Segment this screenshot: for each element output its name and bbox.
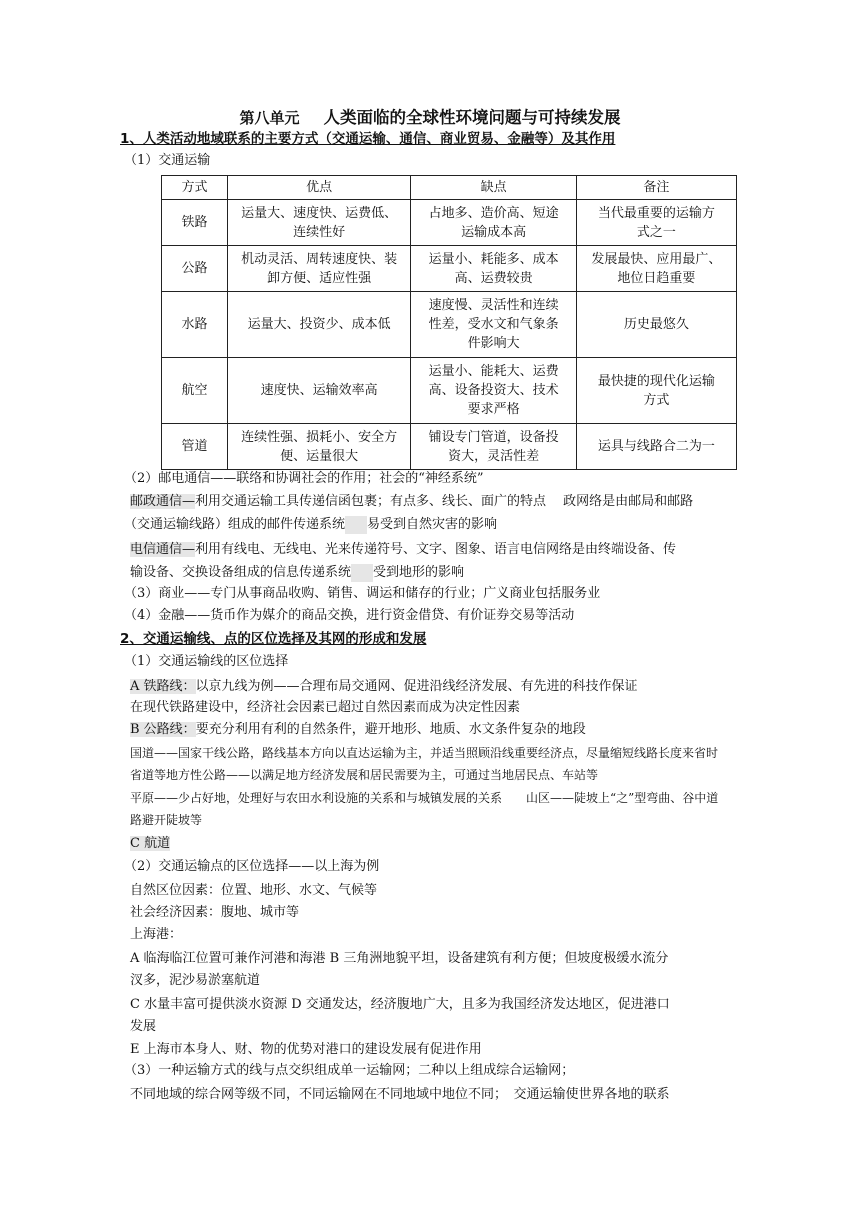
cell-line: 历史最悠久 (623, 317, 689, 332)
cons-cell (411, 292, 576, 358)
road-national: 国道——国家干线公路，路线基本方向以直达运输为主，并适当照顾沿线重要经济点，尽量缩短线路长度来省时 (130, 746, 719, 760)
pros-cell (227, 200, 411, 246)
road-label: B 公路线： (130, 722, 196, 737)
cell-line: 方式 (643, 392, 670, 408)
table-row (162, 246, 737, 292)
mode-cell: 公路 (162, 246, 228, 292)
section2-sub2: （2）交通运输点的区位选择——以上海为例 (124, 859, 380, 874)
cell-line: 要求严格 (467, 402, 520, 417)
note-cell (576, 200, 736, 246)
port-point-1b: 汊多，泥沙易淤塞航道 (130, 973, 261, 988)
header-cell: 备注 (576, 176, 736, 200)
port-heading: 上海港： (130, 927, 183, 942)
cell-line: 性差，受水文和气象条 (428, 317, 559, 332)
cell-line: 连续性好 (293, 224, 346, 240)
postal-text-2a: （交通运输线路）组成的邮件传递系统 (124, 517, 346, 532)
telecom-text-2b: 受到地形的影响 (373, 565, 465, 580)
header-cell: 优点 (227, 176, 411, 200)
header-cell: 方式 (162, 176, 228, 200)
note-cell (576, 358, 736, 424)
telecom-line-2 (130, 564, 740, 582)
cell-line: 运量小、耗能多、成本 (428, 251, 559, 267)
cell-line: 式之一 (636, 224, 676, 240)
port-point-1: A 临海临江位置可兼作河港和海港 B 三角洲地貌平坦，设备建筑有利方便；但坡度极缓水流分 (130, 951, 669, 966)
pros-cell (227, 358, 411, 424)
postal-text: 利用交通运输工具传递信函包裹；有点多、线长、面广的特点 政网络是由邮局和邮路 (195, 494, 694, 509)
telecom-line (130, 541, 740, 559)
cell-line: 最快捷的现代化运输 (597, 373, 715, 389)
rail-line (130, 678, 740, 696)
cell-line: 速度慢、灵活性和连续 (428, 298, 559, 313)
mode-cell: 铁路 (162, 200, 228, 246)
port-point-3: E 上海市本身人、财、物的优势对港口的建设发展有促进作用 (130, 1042, 482, 1057)
mode-cell: 管道 (162, 424, 228, 470)
cell-line: 高、运费较贵 (454, 270, 533, 286)
table-row (162, 292, 737, 358)
telecom-text: 利用有线电、无线电、光来传递符号、文字、图象、语言电信网络是由终端设备、传 (195, 542, 677, 557)
port-point-2b: 发展 (130, 1019, 157, 1034)
cell-line: 便、运量很大 (280, 448, 359, 464)
unit-label: 第八单元 (239, 109, 300, 127)
section1-sub4: （4）金融——货币作为媒介的商品交换，进行资金借贷、有价证券交易等活动 (124, 608, 575, 623)
mode-cell: 水路 (162, 292, 228, 358)
postal-line-2 (124, 516, 734, 534)
cell-line: 资大，灵活性差 (448, 448, 540, 464)
pros-cell (227, 246, 411, 292)
header-cell: 缺点 (411, 176, 576, 200)
cons-cell (411, 358, 576, 424)
road-terrain: 平原——少占好地，处理好与农田水利设施的关系和与城镇发展的关系 山区——陡坡上“之”型弯曲、谷中道 (130, 791, 719, 805)
cell-line: 运输成本高 (461, 224, 527, 240)
section1-heading: 1、人类活动地域联系的主要方式（交通运输、通信、商业贸易、金融等）及其作用 (120, 131, 616, 147)
postal-line (130, 493, 740, 511)
natural-factors: 自然区位因素：位置、地形、水文、气候等 (130, 883, 378, 898)
cell-line: 当代最重要的运输方 (597, 205, 715, 221)
transport-table (161, 175, 737, 470)
postal-label: 邮政通信— (130, 494, 196, 509)
cell-line: 件影响大 (467, 336, 520, 351)
pros-cell (227, 424, 411, 470)
road-provincial: 省道等地方性公路——以满足地方经济发展和居民需要为主，可通过当地居民点、车站等 (130, 768, 599, 782)
social-factors: 社会经济因素：腹地、城市等 (130, 905, 300, 920)
rail-line-2: 在现代铁路建设中，经济社会因素已超过自然因素而成为决定性因素 (130, 700, 521, 715)
port-point-2: C 水量丰富可提供淡水资源 D 交通发达，经济腹地广大，且多为我国经济发达地区，促进港口 (130, 997, 670, 1012)
waterway-label: C 航道 (130, 836, 171, 851)
note-cell (576, 292, 736, 358)
highlight-gap (351, 564, 373, 582)
cell-line: 机动灵活、周转速度快、装 (241, 251, 398, 267)
section1-sub3: （3）商业——专门从事商品收购、销售、调运和储存的行业；广义商业包括服务业 (124, 586, 601, 601)
rail-text: 以京九线为例——合理布局交通网、促进沿线经济发展、有先进的科技作保证 (195, 679, 638, 694)
road-line (130, 721, 740, 739)
note-cell (576, 424, 736, 470)
table-row (162, 424, 737, 470)
note-cell (576, 246, 736, 292)
highlight-gap (345, 516, 367, 534)
cell-line: 卸方便、适应性强 (267, 270, 372, 286)
table-header-row (162, 176, 737, 200)
cell-line: 连续性强、损耗小、安全方 (241, 429, 398, 445)
cell-line: 运具与线路合二为一 (597, 439, 715, 454)
section1-sub2: （2）邮电通信——联络和协调社会的作用；社会的“神经系统” (124, 471, 484, 486)
section2-heading: 2、交通运输线、点的区位选择及其网的形成和发展 (120, 631, 427, 647)
table-row (162, 200, 737, 246)
section2-sub3: （3）一种运输方式的线与点交织组成单一运输网；二种以上组成综合运输网； (124, 1063, 575, 1078)
cell-line: 铺设专门管道，设备投 (428, 429, 559, 445)
section2-sub1: （1）交通运输线的区位选择 (124, 654, 289, 669)
last-line: 不同地域的综合网等级不同，不同运输网在不同地域中地位不同； 交通运输使世界各地的联系 (130, 1087, 670, 1102)
cons-cell (411, 246, 576, 292)
postal-text-2b: 易受到自然灾害的影响 (367, 517, 498, 532)
cell-line: 速度快、运输效率高 (260, 383, 378, 398)
cell-line: 运量小、能耗大、运费 (428, 364, 559, 379)
cell-line: 运量大、投资少、成本低 (247, 317, 391, 332)
cell-line: 高、设备投资大、技术 (428, 383, 559, 398)
page-title (0, 104, 860, 128)
cell-line: 占地多、造价高、短途 (428, 205, 559, 221)
telecom-label: 电信通信— (130, 542, 196, 557)
rail-label: A 铁路线： (130, 679, 196, 694)
road-text: 要充分利用有利的自然条件，避开地形、地质、水文条件复杂的地段 (195, 722, 586, 737)
cons-cell (411, 424, 576, 470)
road-terrain-2: 路避开陡坡等 (130, 813, 203, 827)
telecom-text-2a: 输设备、交换设备组成的信息传递系统 (130, 565, 352, 580)
cell-line: 发展最快、应用最广、 (591, 251, 722, 267)
pros-cell (227, 292, 411, 358)
unit-title: 人类面临的全球性环境问题与可持续发展 (323, 108, 621, 127)
cell-line: 地位日趋重要 (617, 270, 696, 286)
cell-line: 运量大、速度快、运费低、 (241, 205, 398, 221)
cons-cell (411, 200, 576, 246)
mode-cell: 航空 (162, 358, 228, 424)
table-row (162, 358, 737, 424)
waterway-line (130, 835, 740, 853)
section1-sub1: （1）交通运输 (124, 153, 211, 168)
